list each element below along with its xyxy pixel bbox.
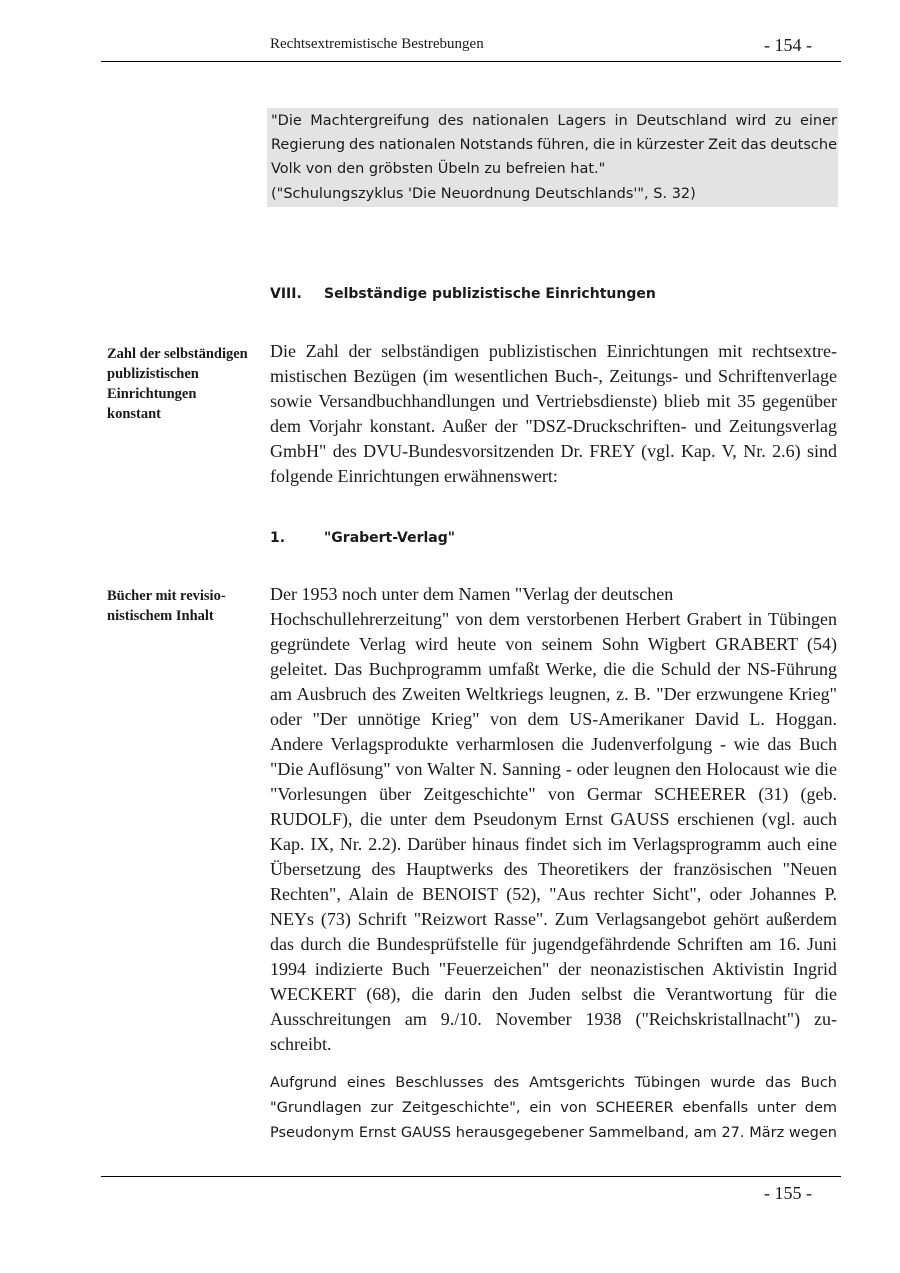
- margin-note-line: Einrichtungen: [107, 386, 197, 402]
- quote-line: Regierung des nationalen Notstands führen, die in kürzester Zeit das deutsche: [271, 137, 837, 153]
- paragraph-line: Der 1953 noch unter dem Namen "Verlag der deutschen: [270, 584, 674, 604]
- quote-line: "Die Machtergreifung des nationalen Lagers in Deutschland wird zu einer: [271, 113, 837, 129]
- margin-note: [107, 344, 267, 424]
- paragraph-line: "Die Auflösung" von Walter N. Sanning - oder leugnen den Holocaust wie die: [270, 759, 837, 779]
- paragraph-line: folgende Einrichtungen erwähnenswert:: [270, 466, 558, 486]
- margin-note: [107, 586, 267, 626]
- paragraph-line: Ausschreitungen am 9./10. November 1938 ("Reichskristallnacht") zu-: [270, 1009, 837, 1029]
- paragraph-line: GmbH" des DVU-Bundesvorsitzenden Dr. FREY (vgl. Kap. V, Nr. 2.6) sind: [270, 441, 837, 461]
- paragraph-line: geleitet. Das Buchprogramm umfaßt Werke, die die Schuld der NS-Führung: [270, 659, 837, 679]
- section-number: VIII.: [270, 286, 302, 302]
- paragraph-line: mistischen Bezügen (im wesentlichen Buch-, Zeitungs- und Schriftenverlage: [270, 366, 837, 386]
- margin-note-line: nistischem Inhalt: [107, 608, 214, 624]
- quote-line: Volk von den gröbsten Übeln zu befreien hat.": [271, 161, 606, 177]
- paragraph-line: gegründete Verlag wird heute von seinem Sohn Wigbert GRABERT (54): [270, 634, 837, 654]
- paragraph-line: Die Zahl der selbständigen publizistischen Einrichtungen mit rechtsextre-: [270, 341, 837, 361]
- margin-note-line: Zahl der selbständigen: [107, 346, 248, 362]
- paragraph-line: "Vorlesungen über Zeitgeschichte" von Germar SCHEERER (31) (geb.: [270, 784, 837, 804]
- paragraph-line: Kap. IX, Nr. 2.2). Darüber hinaus findet sich im Verlagsprogramm auch eine: [270, 834, 837, 854]
- paragraph-line: 1994 indizierte Buch "Feuerzeichen" der neonazistischen Aktivistin Ingrid: [270, 959, 837, 979]
- paragraph-line: Aufgrund eines Beschlusses des Amtsgerichts Tübingen wurde das Buch: [270, 1075, 837, 1091]
- paragraph-line: Pseudonym Ernst GAUSS herausgegebener Sammelband, am 27. März wegen: [270, 1125, 837, 1141]
- paragraph-line: NEYs (73) Schrift "Reizwort Rasse". Zum Verlagsangebot gehört außerdem: [270, 909, 837, 929]
- margin-note-line: publizistischen: [107, 366, 199, 382]
- running-header-title: Rechtsextremistische Bestrebungen: [270, 36, 484, 52]
- header-divider: [101, 61, 841, 62]
- header-page-number: - 154 -: [764, 35, 812, 55]
- quote-source: ("Schulungszyklus 'Die Neuordnung Deutschlands'", S. 32): [271, 186, 696, 202]
- margin-note-line: konstant: [107, 406, 161, 422]
- paragraph-line: am Ausbruch des Zweiten Weltkriegs leugnen, z. B. "Der erzwungene Krieg": [270, 684, 837, 704]
- paragraph-line: Hochschullehrerzeitung" von dem verstorbenen Herbert Grabert in Tübingen: [270, 609, 837, 629]
- paragraph-line: "Grundlagen zur Zeitgeschichte", ein von SCHEERER ebenfalls unter dem: [270, 1100, 837, 1116]
- section-title: Selbständige publizistische Einrichtungen: [324, 286, 656, 302]
- paragraph-line: Rechten", Alain de BENOIST (52), "Aus rechter Sicht", oder Johannes P.: [270, 884, 837, 904]
- margin-note-line: Bücher mit revisio-: [107, 588, 226, 604]
- subsection-title: "Grabert-Verlag": [324, 530, 456, 546]
- paragraph-line: dem Vorjahr konstant. Außer der "DSZ-Druckschriften- und Zeitungsverlag: [270, 416, 837, 436]
- subsection-number: 1.: [270, 530, 286, 546]
- footer-page-number: - 155 -: [764, 1183, 812, 1203]
- paragraph-line: WECKERT (68), die darin den Juden selbst die Verantwortung für die: [270, 984, 837, 1004]
- paragraph-line: RUDOLF), die unter dem Pseudonym Ernst GAUSS erschienen (vgl. auch: [270, 809, 837, 829]
- paragraph-line: Übersetzung des Hauptwerks des Theoretikers der französischen "Neuen: [270, 859, 837, 879]
- paragraph-line: das durch die Bundesprüfstelle für jugendgefährdende Schriften am 16. Juni: [270, 934, 837, 954]
- paragraph-line: sowie Versandbuchhandlungen und Vertriebsdienste) blieb mit 35 gegenüber: [270, 391, 837, 411]
- paragraph-line: oder "Der unnötige Krieg" von dem US-Amerikaner David L. Hoggan.: [270, 709, 837, 729]
- footer-divider: [101, 1176, 841, 1177]
- paragraph-line: Andere Verlagsprodukte verharmlosen die Judenverfolgung - wie das Buch: [270, 734, 837, 754]
- paragraph-line: schreibt.: [270, 1034, 332, 1054]
